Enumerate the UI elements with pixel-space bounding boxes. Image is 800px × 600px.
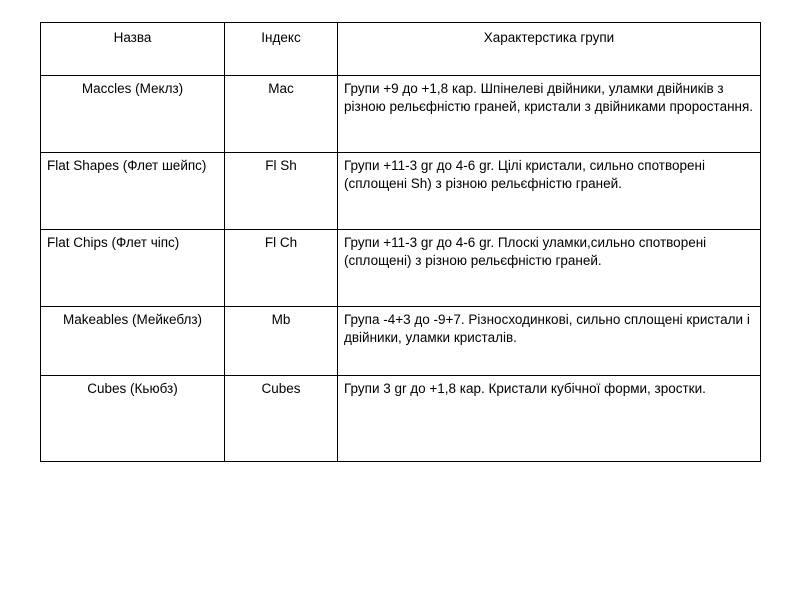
- cell-index: Cubes: [225, 376, 338, 462]
- header-index: Індекс: [225, 23, 338, 76]
- cell-description: Групи 3 gr до +1,8 кар. Кристали кубічної форми, зростки.: [338, 376, 761, 462]
- table-row: [41, 230, 761, 307]
- table-row: [41, 153, 761, 230]
- table-header-row: [41, 23, 761, 76]
- cell-index: Fl Sh: [225, 153, 338, 230]
- cell-name: Cubes (Кьюбз): [41, 376, 225, 462]
- groups-table: [40, 22, 761, 462]
- cell-name: Makeables (Мейкеблз): [41, 307, 225, 376]
- cell-index: Mb: [225, 307, 338, 376]
- cell-description: Групи +11-3 gr до 4-6 gr. Цілі кристали, сильно спотворені (сплощені Sh) з різною рельєфністю граней.: [338, 153, 761, 230]
- cell-name: Maccles (Меклз): [41, 76, 225, 153]
- cell-description: Групи +9 до +1,8 кар. Шпінелеві двійники, уламки двійників з різною рельєфністю граней, кристали з двійниками проростання.: [338, 76, 761, 153]
- cell-description: Група -4+3 до -9+7. Різносходинкові, сильно сплощені кристали і двійники, уламки кристалів.: [338, 307, 761, 376]
- cell-name: Flat Shapes (Флет шейпс): [41, 153, 225, 230]
- cell-index: Fl Ch: [225, 230, 338, 307]
- header-description: Характерстика групи: [338, 23, 761, 76]
- cell-index: Mac: [225, 76, 338, 153]
- table-row: [41, 76, 761, 153]
- cell-name: Flat Chips (Флет чіпс): [41, 230, 225, 307]
- table-row: [41, 307, 761, 376]
- header-name: Назва: [41, 23, 225, 76]
- table-row: [41, 376, 761, 462]
- cell-description: Групи +11-3 gr до 4-6 gr. Плоскі уламки,сильно спотворені (сплощені) з різною рельєфністю граней.: [338, 230, 761, 307]
